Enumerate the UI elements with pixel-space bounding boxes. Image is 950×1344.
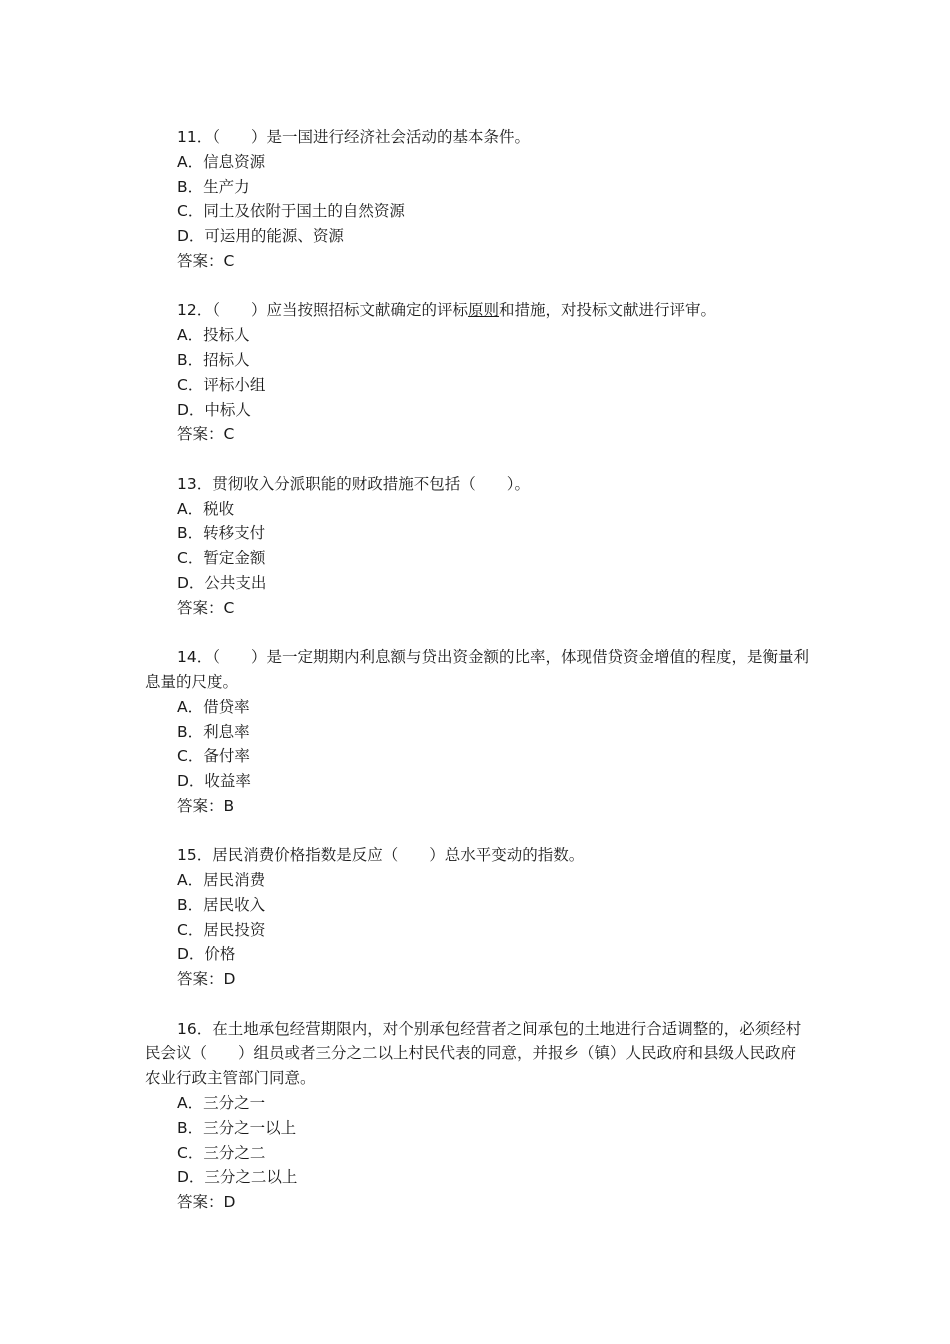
option-d: D．公共支出 <box>177 573 267 592</box>
option-a: A．税收 <box>177 499 235 518</box>
question-stem: 11．（ ）是一国进行经济社会活动的基本条件。 <box>177 128 530 146</box>
question-stem: 15．居民消费价格指数是反应（ ）总水平变动的指数。 <box>177 846 585 865</box>
option-b: B．居民收入 <box>177 895 266 914</box>
option-b: B．生产力 <box>177 177 250 196</box>
option-b: B．转移支付 <box>177 524 266 543</box>
question-14 <box>145 645 810 819</box>
option-c: C．三分之二 <box>177 1143 266 1162</box>
question-16 <box>145 1017 810 1215</box>
question-11 <box>145 125 810 274</box>
option-a: A．居民消费 <box>177 871 266 890</box>
option-b: B．三分之一以上 <box>177 1118 297 1137</box>
question-stem: 12．（ ）应当按照招标文献确定的评标原则和措施，对投标文献进行评审。 <box>177 301 717 320</box>
answer: 答案：C <box>177 251 235 270</box>
option-a: A．三分之一 <box>177 1094 266 1113</box>
question-stem: 14．（ ）是一定期期内利息额与贷出资金额的比率，体现借贷资金增值的程度，是衡量利息量的尺度。 <box>145 648 809 691</box>
option-c: C．暂定金额 <box>177 549 266 568</box>
option-b: B．招标人 <box>177 350 250 369</box>
option-d: D．价格 <box>177 945 236 964</box>
question-13 <box>145 472 810 621</box>
answer: 答案：C <box>177 425 235 444</box>
answer: 答案：C <box>177 598 235 617</box>
underlined-term: 原则 <box>467 301 499 320</box>
option-a: A．信息资源 <box>177 152 266 171</box>
question-12 <box>145 298 810 447</box>
option-c: C．居民投资 <box>177 920 266 939</box>
option-a: A．借贷率 <box>177 697 250 716</box>
answer: 答案：D <box>177 1193 236 1212</box>
option-d: D．收益率 <box>177 772 251 791</box>
option-c: C．备付率 <box>177 747 250 766</box>
question-15 <box>145 843 810 992</box>
option-a: A．投标人 <box>177 326 250 345</box>
answer: 答案：D <box>177 970 236 989</box>
question-list <box>145 125 810 1240</box>
option-b: B．利息率 <box>177 722 250 741</box>
option-c: C．同土及依附于国土的自然资源 <box>177 202 405 221</box>
question-stem: 13．贯彻收入分派职能的财政措施不包括（ ）。 <box>177 474 530 493</box>
option-d: D．三分之二以上 <box>177 1168 298 1187</box>
answer: 答案：B <box>177 796 235 815</box>
option-d: D．可运用的能源、资源 <box>177 227 344 246</box>
option-d: D．中标人 <box>177 400 251 419</box>
question-stem: 16．在土地承包经营期限内，对个别承包经营者之间承包的土地进行合适调整的，必须经村民会议（ ）组员或者三分之二以上村民代表的同意，并报乡（镇）人民政府和县级人民政府农业行政主管部门同意。 <box>145 1019 802 1088</box>
option-c: C．评标小组 <box>177 375 266 394</box>
